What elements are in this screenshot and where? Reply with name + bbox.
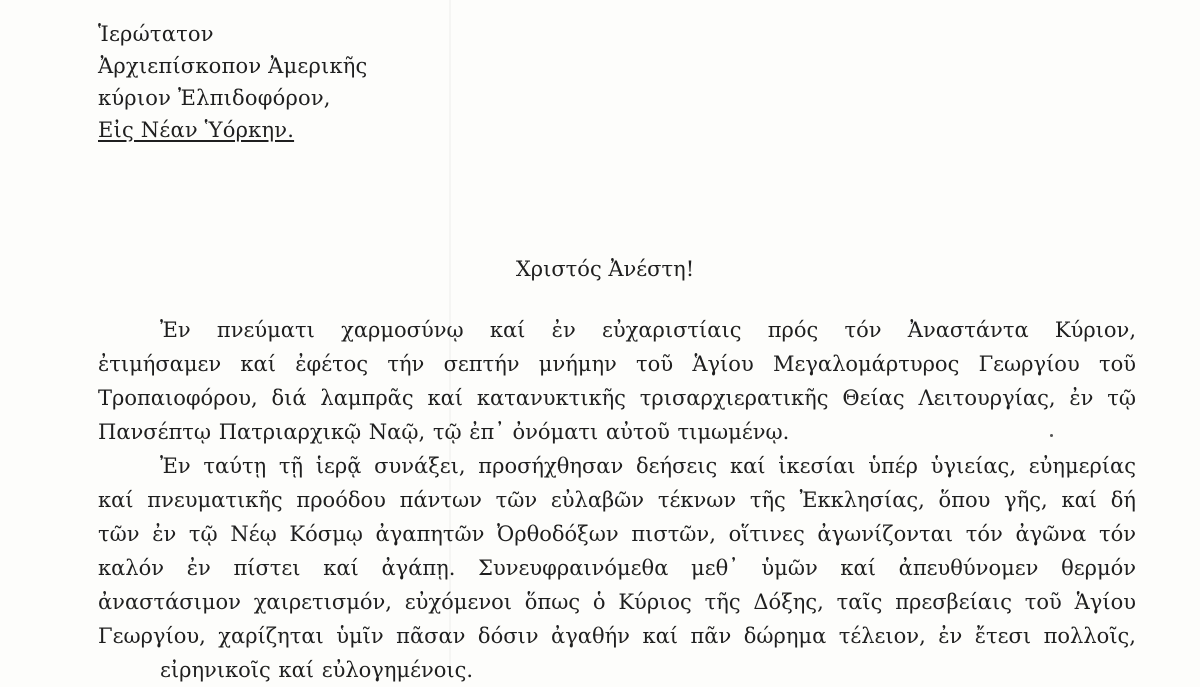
greeting-text: Χριστός Ἀνέστη! (515, 257, 695, 281)
paragraph-2-line: εἰρηνικοῖς καί εὐλογημένοις. (160, 658, 474, 682)
paragraph-1-line: ἐτιμήσαμεν καί ἐφέτος τήν σεπτήν μνήμην τοῦ Ἁγίου Μεγαλομάρτυρος Γεωργίου τοῦ (98, 352, 1136, 376)
address-line-city: Εἰς Νέαν Ὑόρκην. (98, 118, 295, 142)
address-line-title: Ἱερώτατον (98, 22, 214, 46)
paragraph-1 (98, 313, 1136, 449)
paragraph-2-line: καί πνευματικῆς προόδου πάντων τῶν εὐλαβῶν τέκνων τῆς Ἐκκλησίας, ὅπου γῆς, καί δή (98, 488, 1136, 512)
greeting (0, 254, 1200, 284)
paragraph-2-line: ἀναστάσιμον χαιρετισμόν, εὐχόμενοι ὅπως ὁ Κύριος τῆς Δόξης, ταῖς πρεσβείαις τοῦ Ἁγίου (98, 590, 1136, 614)
paragraph-2-line: Ἐν ταύτῃ τῇ ἱερᾷ συνάξει, προσήχθησαν δεήσεις καί ἱκεσίαι ὑπέρ ὑγιείας, εὐημερίας (160, 454, 1136, 478)
address-line-office: Ἀρχιεπίσκοπον Ἀμερικῆς (98, 54, 368, 78)
paragraph-2 (98, 449, 1136, 687)
letter-body (98, 313, 1136, 687)
recipient-address (98, 18, 368, 146)
paragraph-1-line: Ἐν πνεύματι χαρμοσύνῳ καί ἐν εὐχαριστίαις πρός τόν Ἀναστάντα Κύριον, (160, 318, 1136, 342)
paragraph-2-line: τῶν ἐν τῷ Νέῳ Κόσμῳ ἀγαπητῶν Ὀρθοδόξων πιστῶν, οἵτινες ἀγωνίζονται τόν ἀγῶνα τόν (98, 522, 1136, 546)
paragraph-2-line: καλόν ἐν πίστει καί ἀγάπῃ. Συνευφραινόμεθα μεθ᾽ ὑμῶν καί ἀπευθύνομεν θερμόν (98, 556, 1136, 580)
paragraph-1-line: Πανσέπτῳ Πατριαρχικῷ Ναῷ, τῷ ἐπ᾽ ὀνόματι αὐτοῦ τιμωμένῳ. (98, 420, 790, 444)
paragraph-1-line: Τροπαιοφόρου, διά λαμπρᾶς καί κατανυκτικῆς τρισαρχιερατικῆς Θείας Λειτουργίας, ἐν τῷ (98, 386, 1136, 410)
paragraph-2-line: Γεωργίου, χαρίζηται ὑμῖν πᾶσαν δόσιν ἀγαθήν καί πᾶν δώρημα τέλειον, ἐν ἔτεσι πολλοῖς, (98, 624, 1136, 648)
address-line-name: κύριον Ἐλπιδοφόρον, (98, 86, 331, 110)
ink-speck (1050, 434, 1053, 437)
